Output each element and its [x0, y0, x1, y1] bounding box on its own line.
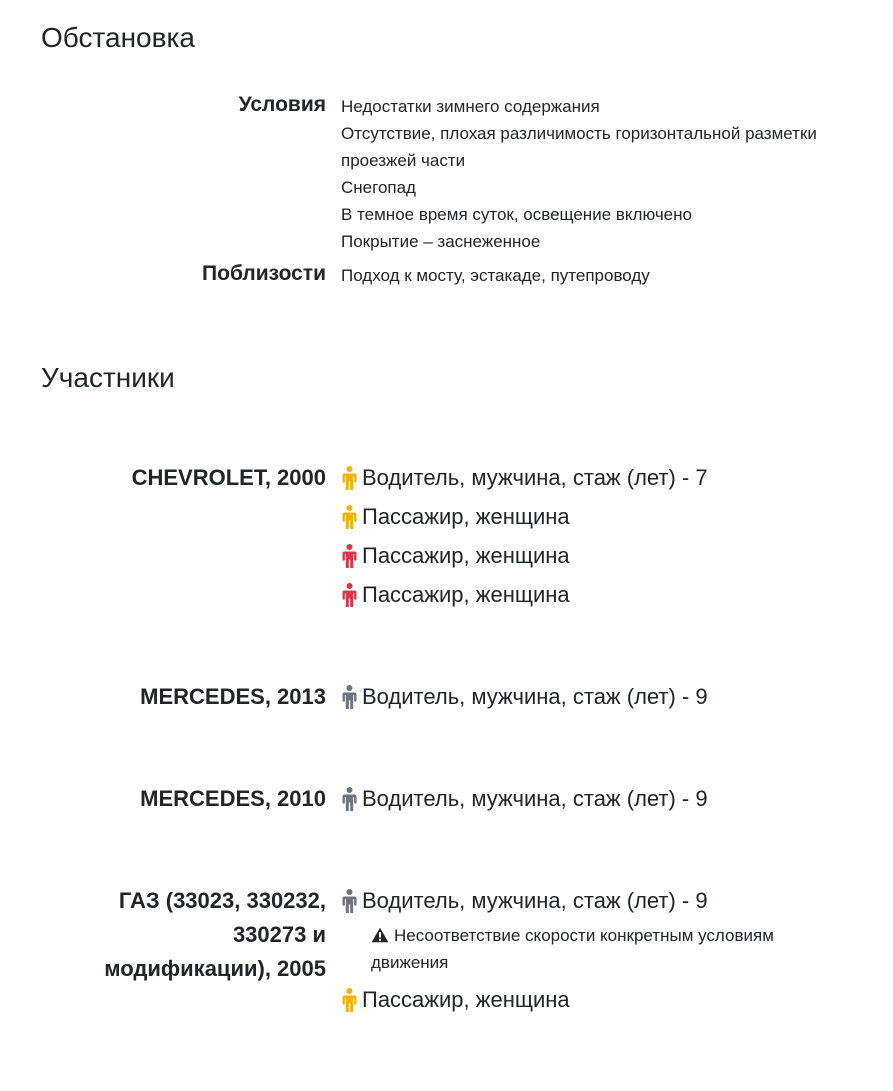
person-icon [341, 583, 358, 607]
participant-text: Пассажир, женщина [362, 581, 570, 607]
participant-text: Водитель, мужчина, стаж (лет) - 9 [362, 683, 708, 709]
participants-title: Участники [41, 362, 175, 393]
person-icon [341, 466, 358, 490]
violation-note [341, 922, 831, 976]
violation-text: Несоответствие скорости конкретным условиям движения [371, 926, 774, 972]
vehicle-people [341, 779, 708, 818]
vehicle-people [341, 458, 708, 614]
condition-item: проезжей части [341, 151, 466, 170]
participant [341, 575, 708, 614]
participant-text: Пассажир, женщина [362, 542, 570, 568]
condition-item: Снегопад [341, 178, 416, 197]
vehicle-name [104, 884, 326, 986]
condition-item: Отсутствие, плохая различимость горизонтальной разметки [341, 124, 817, 143]
vehicle-people [341, 881, 831, 1019]
participant [341, 497, 708, 536]
vehicle-people [341, 677, 708, 716]
person-icon [341, 787, 358, 811]
situation-title: Обстановка [41, 22, 195, 53]
condition-item: Недостатки зимнего содержания [341, 97, 600, 116]
conditions-label: Условия [238, 93, 326, 116]
person-icon [341, 889, 358, 913]
participant-text: Водитель, мужчина, стаж (лет) - 9 [362, 887, 708, 913]
vehicle-name: MERCEDES, 2013 [140, 684, 326, 709]
person-icon [341, 544, 358, 568]
vehicle-name: MERCEDES, 2010 [140, 786, 326, 811]
conditions-list [341, 93, 817, 255]
nearby-list [341, 262, 650, 289]
person-icon [341, 505, 358, 529]
nearby-label: Поблизости [202, 262, 326, 285]
participant-text: Пассажир, женщина [362, 986, 570, 1012]
participant [341, 536, 708, 575]
person-icon [341, 685, 358, 709]
vehicle-name: CHEVROLET, 2000 [131, 465, 326, 490]
participant-text: Пассажир, женщина [362, 503, 570, 529]
participant [341, 779, 708, 818]
warning-icon [371, 927, 389, 943]
vehicle-name-line: модификации), 2005 [104, 956, 326, 981]
nearby-item: Подход к мосту, эстакаде, путепроводу [341, 266, 650, 285]
condition-item: Покрытие – заснеженное [341, 232, 541, 251]
vehicle-name-line: 330273 и [232, 922, 326, 947]
participant [341, 677, 708, 716]
participant-text: Водитель, мужчина, стаж (лет) - 9 [362, 785, 708, 811]
participant [341, 980, 831, 1019]
participant-text: Водитель, мужчина, стаж (лет) - 7 [362, 464, 708, 490]
condition-item: В темное время суток, освещение включено [341, 205, 692, 224]
participant [341, 458, 708, 497]
participant [341, 881, 831, 920]
person-icon [341, 988, 358, 1012]
vehicle-name-line: ГАЗ (33023, 330232, [118, 888, 326, 913]
